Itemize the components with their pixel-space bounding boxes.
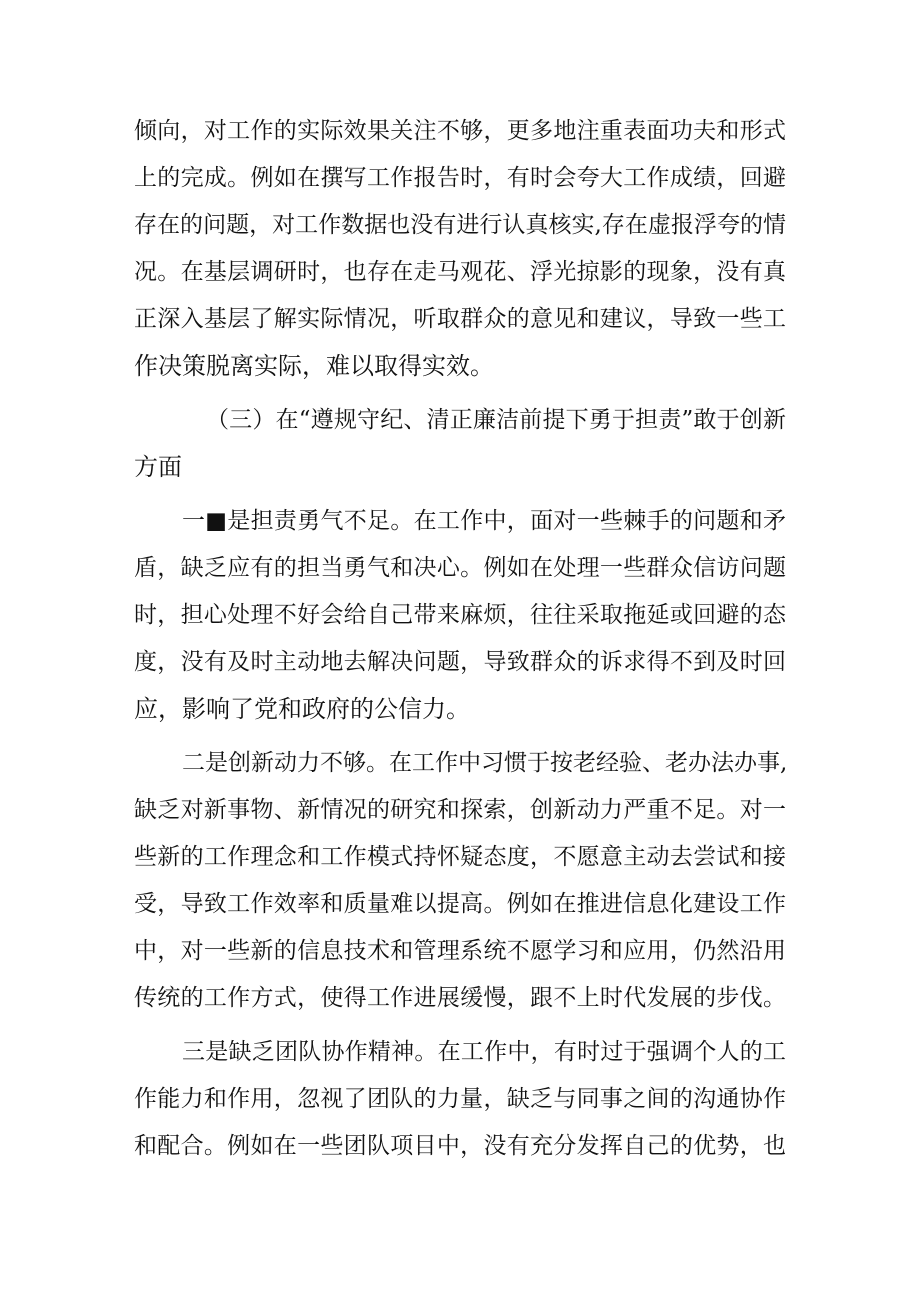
text-line-5: 正深入基层了解实际情况，听取群众的意见和建议，导致一些工 <box>134 306 786 332</box>
text-line-18: 中，对一些新的信息技术和管理系统不愿学习和应用，仍然沿用 <box>134 938 786 964</box>
text-line-22: 和配合。例如在一些团队项目中，没有充分发挥自己的优势，也 <box>134 1133 786 1159</box>
text-line-4: 况。在基层调研时，也存在走马观花、浮光掠影的现象，没有真 <box>134 259 786 285</box>
text-line-9: 一■是担责勇气不足。在工作中，面对一些棘手的问题和矛 <box>182 508 786 534</box>
text-line-6: 作决策脱离实际，难以取得实效。 <box>134 352 494 380</box>
text-line-12: 度，没有及时主动地去解决问题，导致群众的诉求得不到及时回 <box>134 649 786 675</box>
text-line-10: 盾，缺乏应有的担当勇气和决心。例如在处理一些群众信访问题 <box>134 555 786 581</box>
text-line-21: 作能力和作用，忽视了团队的力量，缺乏与同事之间的沟通协作 <box>134 1086 786 1112</box>
section-heading-line-2: 方面 <box>134 453 182 481</box>
text-line-13: 应，影响了党和政府的公信力。 <box>134 695 470 723</box>
text-line-16: 些新的工作理念和工作模式持怀疑态度，不愿意主动去尝试和接 <box>134 844 786 870</box>
text-line-2: 上的完成。例如在撰写工作报告时，有时会夸大工作成绩，回避 <box>134 165 786 191</box>
text-line-3: 存在的问题，对工作数据也没有进行认真核实,存在虚报浮夸的情 <box>134 212 786 238</box>
text-line-1: 倾向，对工作的实际效果关注不够，更多地注重表面功夫和形式 <box>134 118 786 144</box>
section-heading-line-1: （三）在“遵规守纪、清正廉洁前提下勇于担责”敢于创新 <box>206 407 786 433</box>
text-line-19: 传统的工作方式，使得工作进展缓慢，跟不上时代发展的步伐。 <box>134 985 786 1011</box>
text-line-11: 时，担心处理不好会给自己带来麻烦，往往采取拖延或回避的态 <box>134 602 786 628</box>
text-line-20: 三是缺乏团队协作精神。在工作中，有时过于强调个人的工 <box>182 1039 786 1065</box>
text-line-15: 缺乏对新事物、新情况的研究和探索，创新动力严重不足。对一 <box>134 797 786 823</box>
text-line-17: 受，导致工作效率和质量难以提高。例如在推进信息化建设工作 <box>134 891 786 917</box>
text-line-14: 二是创新动力不够。在工作中习惯于按老经验、老办法办事, <box>182 750 788 776</box>
